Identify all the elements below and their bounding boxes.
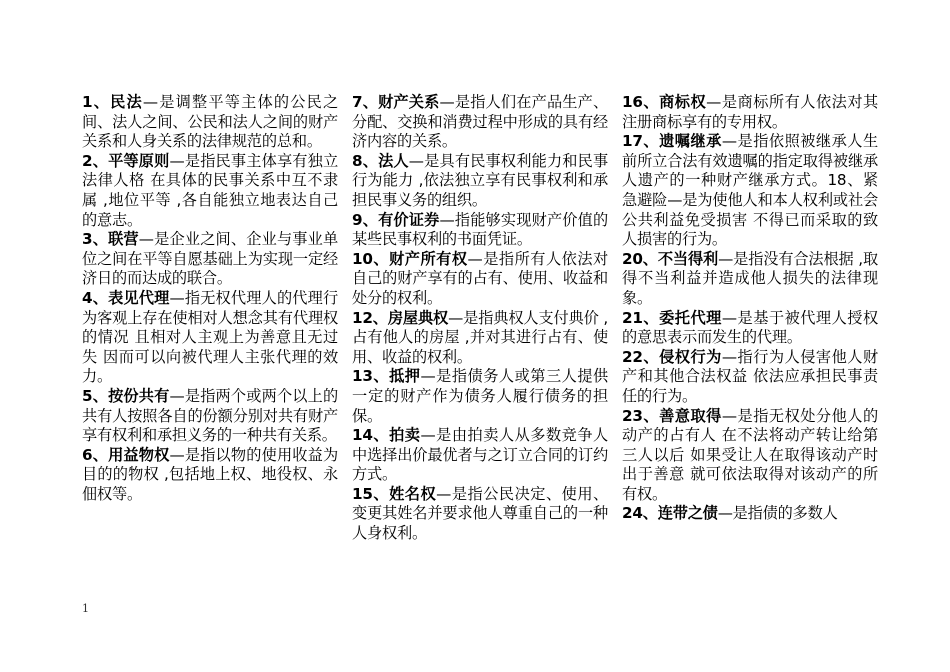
entry-term: 16、商标权 [622, 93, 707, 111]
entry-term: 4、表见代理 [82, 288, 170, 307]
definition-entry [622, 309, 878, 348]
entry-term: 7、财产关系 [352, 93, 440, 111]
definition-entry [622, 250, 878, 309]
entry-term: 14、拍卖 [352, 426, 421, 445]
column-3 [622, 93, 878, 524]
entry-term: 22、侵权行为 [622, 347, 722, 366]
definition-entry [82, 93, 338, 152]
entry-term: 24、连带之债 [622, 504, 718, 523]
entry-text: —是指人们在产品生产、分配、交换和消费过程中形成的具有经济内容的关系。 [352, 93, 608, 151]
definition-entry [352, 93, 608, 152]
definition-entry [352, 485, 608, 544]
entry-text: —是指所有人依法对自己的财产享有的占有、使用、收益和处分的权利。 [352, 249, 608, 307]
entry-text: —是企业之间、企业与事业单位之间在平等自愿基础上为实现一定经济日的而达成的联合。 [82, 230, 338, 288]
entry-text: —是指债务人或第三人提供一定的财产作为债务人履行债务的担保。 [352, 367, 608, 425]
entry-text: —是指民事主体享有独立法律人格 在具体的民事关系中互不隶属 ,地位平等 ,各自能独立地表达自己的意志。 [82, 151, 338, 229]
entry-text: —是指债的多数人 [717, 504, 838, 523]
entry-term: 1、民法 [82, 93, 143, 111]
definition-entry [622, 407, 878, 505]
definition-entry [622, 132, 878, 250]
entry-text: —指行为人侵害他人财产和其他合法权益 依法应承担民事责任的行为。 [622, 347, 878, 405]
entry-text: —是指两个或两个以上的共有人按照各自的份额分别对共有财产享有权利和承担义务的一种共有关系。 [82, 386, 338, 445]
definition-entry [82, 152, 338, 230]
entry-term: 5、按份共有 [82, 386, 170, 405]
entry-term: 3、联营 [82, 230, 139, 249]
definition-entry [82, 446, 338, 505]
entry-term: 9、有价证券 [352, 210, 440, 229]
definition-entry [352, 211, 608, 250]
definition-entry [352, 309, 608, 368]
definition-entry [82, 230, 338, 289]
entry-term: 12、房屋典权 [352, 308, 449, 327]
entry-term: 2、平等原则 [82, 151, 170, 170]
entry-term: 10、财产所有权 [352, 249, 468, 268]
column-1 [82, 93, 338, 504]
definition-entry [622, 348, 878, 407]
entry-term: 13、抵押 [352, 367, 421, 386]
definition-entry [352, 250, 608, 309]
entry-term: 20、不当得利 [622, 249, 719, 268]
entry-text: —是由拍卖人从多数竞争人中选择出价最优者与之订立合同的订约方式。 [352, 426, 608, 484]
definition-entry [622, 504, 878, 524]
column-2 [352, 93, 608, 544]
entry-text: —是基于被代理人授权的意思表示而发生的代理。 [622, 308, 878, 347]
entry-text: —是指依照被继承人生前所立合法有效遗嘱的指定取得被继承人遗产的一种财产继承方式。18、紧急避险—是为使他人和本人权利或社会公共利益免受损害 不得已而采取的致人损害的行为。 [622, 132, 878, 249]
entry-term: 8、法人 [352, 151, 409, 170]
entry-text: —是具有民事权利能力和民事行为能力 ,依法独立享有民事权利和承担民事义务的组织。 [352, 151, 608, 209]
definition-entry [352, 426, 608, 485]
entry-text: —是指公民决定、使用、变更其姓名并要求他人尊重自己的一种人身权利。 [352, 484, 608, 543]
definition-entry [622, 93, 878, 132]
definition-entry [352, 152, 608, 211]
entry-term: 15、姓名权 [352, 484, 437, 503]
definition-entry [82, 387, 338, 446]
entry-text: —是调整平等主体的公民之间、法人之间、公民和法人之间的财产关系和人身关系的法律规范的总和。 [82, 93, 338, 151]
entry-term: 17、遗嘱继承 [622, 132, 722, 151]
entry-text: —是指以物的使用收益为目的的物权 ,包括地上权、地役权、永佃权等。 [82, 445, 338, 503]
definition-entry [82, 289, 338, 387]
entry-term: 6、用益物权 [82, 445, 170, 464]
entry-text: —是指没有合法根据 ,取得不当利益并造成他人损失的法律现象。 [622, 249, 878, 307]
entry-text: —是指无权处分他人的动产的占有人 在不法将动产转让给第三人以后 如果受让人在取得该动产时出于善意 就可依法取得对该动产的所有权。 [622, 406, 878, 503]
entry-text: —指能够实现财产价值的某些民事权利的书面凭证。 [352, 210, 608, 249]
entry-text: —指无权代理人的代理行为客观上存在使相对人想念其有代理权的情况 且相对人主观上为善意且无过失 因而可以向被代理人主张代理的效力。 [82, 288, 338, 386]
entry-text: —是商标所有人依法对其注册商标享有的专用权。 [622, 93, 878, 131]
page-number: 1 [82, 602, 89, 615]
definition-entry [352, 367, 608, 426]
entry-term: 23、善意取得 [622, 406, 722, 425]
entry-text: —是指典权人支付典价 ,占有他人的房屋 ,并对其进行占有、使用、收益的权利。 [352, 308, 608, 366]
entry-term: 21、委托代理 [622, 308, 722, 327]
